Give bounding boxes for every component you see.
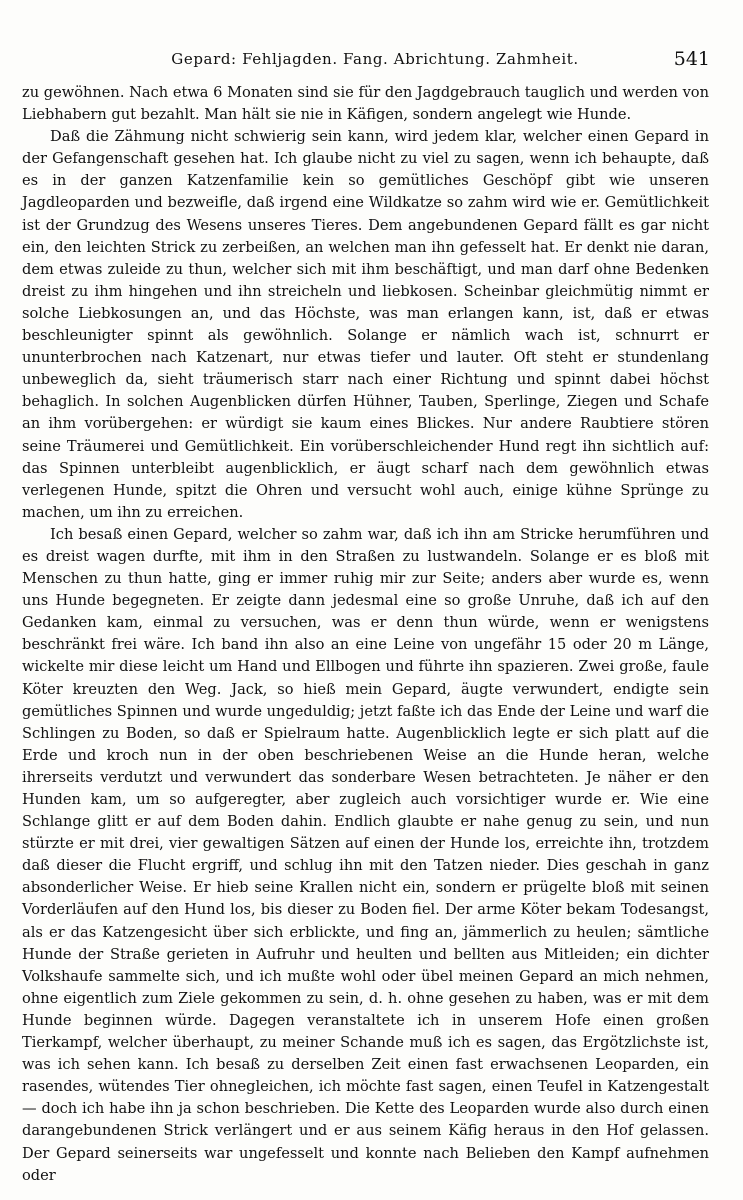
paragraph: Ich besaß einen Gepard, welcher so zahm war, daß ich ihn am Stricke herumführen und es dreist wagen durfte, mit ihm in den Straßen zu lustwandeln. Solange er es bloß mit Menschen zu thun hatte, ging er immer ruhig mir zur Seite; anders aber wurde es, wenn uns Hunde begegneten. Er zeigte dann jedesmal eine so große Unruhe, daß ich auf den Gedanken kam, einmal zu versuchen, was er denn thun würde, wenn er wenigstens beschränkt frei wäre. Ich band ihn also an eine Leine von ungefähr 15 oder 20 m Länge, wickelte mir diese leicht um Hand und Ellbogen und führte ihn spazieren. Zwei große, faule Köter kreuzten den Weg. Jack, so hieß mein Gepard, äugte verwundert, endigte sein gemütliches Spinnen und wurde ungeduldig; jetzt faßte ich das Ende der Leine und warf die Schlingen zu Boden, so daß er Spielraum hatte. Augenblicklich legte er sich platt auf die Erde und kroch nun in der oben beschriebenen Weise an die Hunde heran, welche ihrerseits verdutzt und verwundert das sonderbare Wesen betrachteten. Je näher er den Hunden kam, um so aufgeregter, aber zugleich auch vorsichtiger wurde er. Wie eine Schlange glitt er auf dem Boden dahin. Endlich glaubte er nahe genug zu sein, und nun stürzte er mit drei, vier gewaltigen Sätzen auf einen der Hunde los, erreichte ihn, trotzdem daß dieser die Flucht ergriff, und schlug ihn mit den Tatzen nieder. Dies geschah in ganz absonderlicher Weise. Er hieb seine Krallen nicht ein, sondern er prügelte bloß mit seinen Vorderläufen auf den Hund los, bis dieser zu Boden fiel. Der arme Köter bekam Todesangst, als er das Katzengesicht über sich erblickte, und fing an, jämmerlich zu heulen; sämtliche Hunde der Straße gerieten in Aufruhr und heulten und bellten aus Mitleiden; ein dichter Volkshaufe sammelte sich, und ich mußte wohl oder übel meinen Gepard an mich nehmen, ohne eigentlich zum Ziele gekommen zu sein, d. h. ohne gesehen zu haben, was er mit dem Hunde beginnen würde. Dagegen veranstaltete ich in unserem Hofe einen großen Tierkampf, welcher überhaupt, zu meiner Schande muß ich es sagen, das Ergötzlichste ist, was ich sehen kann. Ich besaß zu derselben Zeit einen fast erwachsenen Leoparden, ein rasendes, wütendes Tier ohnegleichen, ich möchte fast sagen, einen Teufel in Katzengestalt — doch ich habe ihn ja schon beschrieben. Die Kette des Leoparden wurde also durch einen darangebundenen Strick verlängert und er aus seinem Käfig heraus in den Hof gelassen. Der Gepard seinerseits war ungefesselt und konnte nach Belieben den Kampf aufnehmen oder (22, 525, 709, 1184)
paragraph: Daß die Zähmung nicht schwierig sein kann, wird jedem klar, welcher einen Gepard in der Gefangenschaft gesehen hat. Ich glaube nicht zu viel zu sagen, wenn ich behaupte, daß es in der ganzen Katzenfamilie kein so gemütliches Geschöpf gibt wie unseren Jagdleoparden und bezweifle, daß irgend eine Wildkatze so zahm wird wie er. Gemütlichkeit ist der Grundzug des Wesens unseres Tieres. Dem angebundenen Gepard fällt es gar nicht ein, den leichten Strick zu zerbeißen, an welchen man ihn gefesselt hat. Er denkt nie daran, dem etwas zuleide zu thun, welcher sich mit ihm beschäftigt, und man darf ohne Bedenken dreist zu ihm hingehen und ihn streicheln und liebkosen. Scheinbar gleichmütig nimmt er solche Liebkosungen an, und das Höchste, was man erlangen kann, ist, daß er etwas beschleunigter spinnt als gewöhnlich. Solange er nämlich wach ist, schnurrt er ununterbrochen nach Katzenart, nur etwas tiefer und lauter. Oft steht er stundenlang unbeweglich da, sieht träumerisch starr nach einer Richtung und spinnt dabei höchst behaglich. In solchen Augenblicken dürfen Hühner, Tauben, Sperlinge, Ziegen und Schafe an ihm vorübergehen: er würdigt sie kaum eines Blickes. Nur andere Raubtiere stören seine Träumerei und Gemütlichkeit. Ein vorüberschleichender Hund regt ihn sichtlich auf: das Spinnen unterbleibt augenblicklich, er äugt scharf nach dem gewöhnlich etwas verlegenen Hunde, spitzt die Ohren und versucht wohl auch, einige kühne Sprünge zu machen, um ihn zu erreichen. (22, 128, 709, 521)
paragraph-continuation: zu gewöhnen. Nach etwa 6 Monaten sind sie für den Jagdgebrauch tauglich und werden von Liebhabern gut bezahlt. Man hält sie nie in Käfigen, sondern angelegt wie Hunde. (22, 84, 709, 124)
running-title: Gepard: Fehljagden. Fang. Abrichtung. Zahmheit. (171, 50, 579, 68)
page-header (40, 48, 710, 74)
page-number: 541 (673, 48, 710, 70)
body-text (22, 82, 709, 1187)
